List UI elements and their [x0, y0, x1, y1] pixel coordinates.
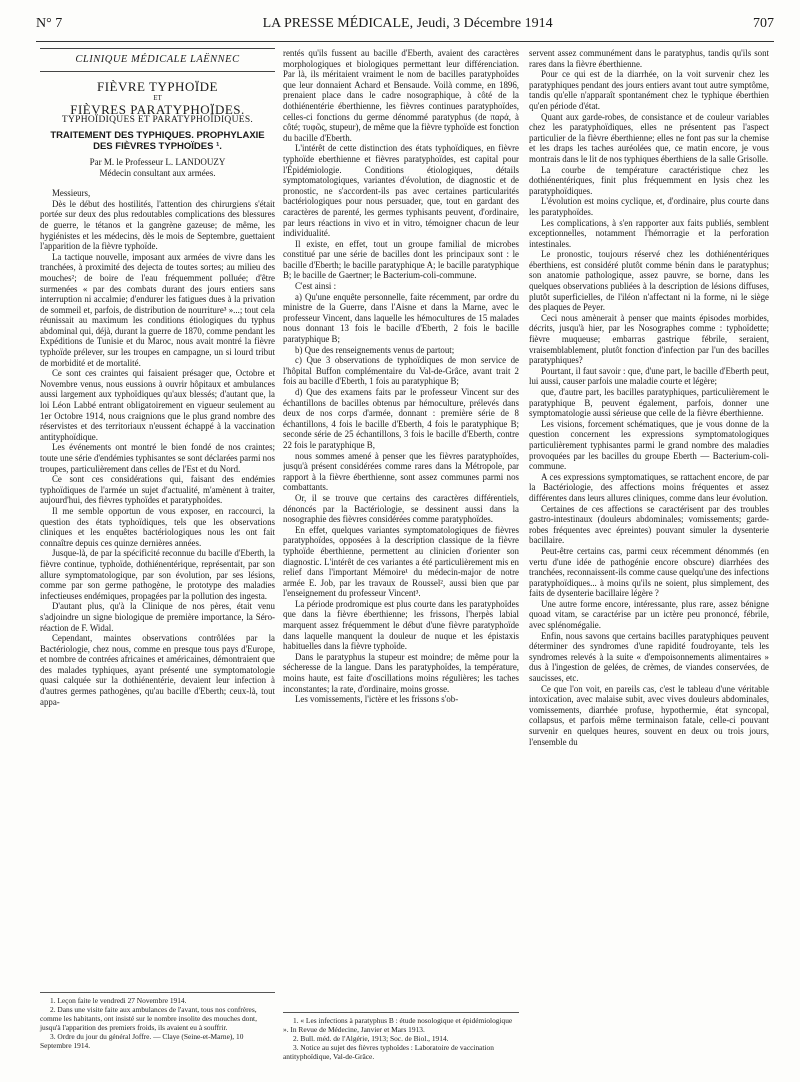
paragraph: que, d'autre part, les bacilles paratyphiques, particulièrement le paratyphique B, peuvent également, parfois, donner une symptomatologie aussi sérieuse que celle de la fièvre éberthienne.	[529, 387, 769, 419]
paragraph: En effet, quelques variantes symptomatologiques de fièvres paratyphoïdes, opposées à la description classique de la fièvre typhoïde éberthienne, permettent au clinicien d'orienter son diagnostic. L'intérêt de ces variantes a été particulièrement mis en relief dans l'important Mémoire¹ du médecin-major de notre armée E. Job, par les travaux de Roussel², aussi bien que par l'enseignement du professeur Vincent³.	[283, 524, 519, 599]
paragraph: Dès le début des hostilités, l'attention des chirurgiens s'était portée sur deux des plus redoutables complications des blessures de guerre, le tétanos et la gangrène gazeuse; de même, les hygiénistes et les médecins, dès le mois de Septembre, guettaient l'apparition de la fièvre typhoïde.	[40, 198, 275, 252]
footnote: 1. Leçon faite le vendredi 27 Novembre 1914.	[50, 996, 187, 1005]
footnotes-column-1	[40, 992, 275, 1050]
paragraph: Les complications, à s'en rapporter aux faits publiés, semblent exceptionnelles, notamment l'hémorragie et la perforation intestinales.	[529, 217, 769, 249]
title-conjunction: ET	[153, 94, 162, 103]
paragraph: Ce que l'on voit, en pareils cas, c'est le tableau d'une véritable intoxication, avec malaise subit, avec vives douleurs abdominales, vomissements, diarrhée profuse, hypothermie, état syncopal, collapsus, et parfois même terminaison fatale, celle-ci pouvant survenir en quelques heures, souvent en deux ou trois jours, l'ensemble du	[529, 683, 769, 747]
journal-title: LA PRESSE MÉDICALE, Jeudi, 3 Décembre 1914	[262, 16, 553, 31]
paragraph: Pour ce qui est de la diarrhée, on la voit survenir chez les paratyphiques pendant des jours entiers avant tout autre symptôme, tandis qu'elle n'apparaît spontanément chez le typhique éberthien qu'en période d'état.	[529, 69, 769, 111]
paragraph: La période prodromique est plus courte dans les paratyphoïdes que dans la fièvre éberthienne; les frissons, l'herpès labial marquent assez fréquemment le début d'une fièvre paratyphoïde dans laquelle manquent la douleur de nuque et les épistaxis habituelles dans la fièvre typhoïde.	[283, 598, 519, 652]
paragraph: b) Que des renseignements venus de partout;	[295, 344, 455, 355]
paragraph: Peut-être certains cas, parmi ceux récemment dénommés (en vertu d'une idée de pathogénie encore obscure) diarrhées des tranchées, reconnaissent-ils comme cause quelqu'une des infections paratyphoïdiques... à moins qu'ils ne soient, plus simplement, des faits de dysenterie bacillaire légère ?	[529, 545, 769, 599]
paragraph: Certaines de ces affections se caractérisent par des troubles gastro-intestinaux (douleurs abdominales; vomissements; garde-robes fréquentes avec épreintes) pouvant simuler la dysenterie bacillaire.	[529, 503, 769, 546]
paragraph: Quant aux garde-robes, de consistance et de couleur variables chez les paratyphoïdiques, elles ne présentent pas l'aspect particulier de la fièvre éberthienne; elles ne font pas sur la chemise et les draps les taches auréolées que, ce matin encore, je vous montrais dans le lit de nos typhiques éberthiens de la salle Grisolle.	[529, 111, 769, 164]
article-title-2: FIÈVRES PARATYPHOÏDES.	[70, 101, 245, 117]
paragraph: Les visions, forcement schématiques, que je vous donne de la question concernent les expressions symptomatologiques particulièrement typhisantes parmi le grand nombre des maladies provoquées par les bacilles du groupe Eberth — Bacterium-coli-commune.	[529, 418, 769, 472]
paragraph: rentés qu'ils fussent au bacille d'Eberth, avaient des caractères morphologiques et biologiques permettant leur différenciation. Par là, ils méritaient vraiment le nom de bacilles paratyphoïdes que leur donnaient Achard et Bensaude. Voilà comme, en 1896, prenaient place dans le cadre nosographique, à côté de la dothiénentérie éberthienne, les fièvres continues paratyphoïdes, celles-ci fonctions du germe dénommé paratyphus (de παρά, à côté; τυφῶς, stupeur), de même que la fièvre typhoïde est fonction du bacille d'Eberth.	[283, 48, 519, 143]
paragraph: Dans le paratyphus la stupeur est moindre; de même pour la sécheresse de la langue. Dans les paratyphoïdes, la température, moins haute, est faite d'oscillations moins régulières; les taches inconstantes; la rate, d'ordinaire, moins grosse.	[283, 651, 519, 694]
footnote: 3. Notice au sujet des fièvres typhoïdes : Laboratoire de vaccination antityphoïdique, Val-de-Grâce.	[283, 1043, 494, 1061]
footnotes-column-2	[283, 1012, 519, 1061]
paragraph: Jusque-là, de par la spécificité reconnue du bacille d'Eberth, la fièvre continue, typhoïde, dothiénentérique, représentait, par son allure symptomatologique, par son évolution, par ses lésions, comme par son germe pathogène, le prototype des maladies infectieuses endémiques, propagées par la pollution des ingesta.	[40, 548, 275, 601]
paragraph: La tactique nouvelle, imposant aux armées de vivre dans les tranchées, à proximité des dejecta de toutes sortes; au milieu des mouches²; de boire de l'eau fréquemment polluée; d'être surmenées « par des combats durant des jours entiers sans interruption ni accalmie; d'endurer les fatigues dues à la privation de sommeil et, parfois, de distribution de nourriture³ »...; tout cela réunissait au maximum les conditions étiologiques du typhus abdominal qui, déjà, durant la guerre de 1870, comme pendant les Expéditions de Tunisie et du Maroc, nous avait montré la fièvre typhoïde prélever, sur les troupes en campagne, un si lourd tribut de morbidité et de mortalité.	[40, 251, 275, 368]
paragraph: Cependant, maintes observations contrôlées par la Bactériologie, chez nous, comme en presque tous pays d'Europe, et nombre de contrées africaines et américaines, démontraient que des malades typhiques, ayant présenté une symptomatologie quasi calquée sur la dothiénentérie, devaient leur infection à d'autres germes pathogènes, qu'au bacille d'Eberth; ceux-là, tout appa-	[40, 633, 275, 707]
salutation: Messieurs,	[52, 188, 91, 199]
paragraph: d) Que des examens faits par le professeur Vincent sur des échantillons de bacilles obtenus par hémoculture, prélevés dans deux de nos corps d'armée, donnant : première série de 8 échantillons, 4 fois le bacille d'Eberth, 4 fois le paratyphique B; seconde série de 25 échantillons, 3 fois le bacille d'Eberth, contre 22 fois le paratyphique B,	[283, 387, 519, 450]
paragraph: Enfin, nous savons que certains bacilles paratyphiques peuvent déterminer des syndromes d'une rapidité foudroyante, tels les syndromes relevés à la suite « d'empoisonnements alimentaires » dus à l'ingestion de gelées, de crèmes, de viandes conservées, de saucisses, etc.	[529, 630, 769, 684]
paragraph: Ceci nous amènerait à penser que maints épisodes morbides, décrits, jusqu'à hier, par les Nosographes comme : typhoïdette; fièvre muqueuse; embarras gastrique fébrile, seraient, vraisemblablement, plutôt fonction d'infection par l'un des bacilles paratyphiques?	[529, 312, 769, 366]
paragraph: Une autre forme encore, intéressante, plus rare, assez bénigne quoad vitam, se caractérise par un ictère peu prononcé, fébrile, avec splénomégalie.	[529, 598, 769, 631]
page-header	[36, 16, 774, 42]
author-line: Par M. le Professeur L. LANDOUZY	[89, 156, 226, 167]
article-subtitle-2: TRAITEMENT DES TYPHIQUES. PROPHYLAXIE DES FIÈVRES TYPHOÏDES ¹.	[50, 129, 265, 152]
paragraph: Les événements ont montré le bien fondé de nos craintes; toute une série d'endémies typhisantes se sont déclarées parmi nos troupes, particulièrement dans celles de l'Est et du Nord.	[40, 442, 275, 474]
paragraph: Il me semble opportun de vous exposer, en raccourci, la question des états typhoïdiques, tels que les observations cliniques et les enquêtes bactériologiques nous les ont fait connaître depuis ces quinze dernières années.	[40, 505, 275, 548]
paragraph: nous sommes amené à penser que les fièvres paratyphoïdes, jusqu'à présent considérées comme rares dans la Métropole, par rapport à la fièvre éberthienne, sont assez communes parmi nos combattants.	[283, 450, 519, 493]
paragraph: Ce sont ces considérations qui, faisant des endémies typhoïdiques de l'armée un sujet d'actualité, m'amènent à traiter, aujourd'hui, des fièvres typhoïdes et paratyphoïdes.	[40, 474, 275, 506]
paragraph: c) Que 3 observations de typhoïdiques de mon service de l'hôpital Buffon complémentaire du Val-de-Grâce, avant trait 2 fois au bacille d'Eberth, 1 fois au paratyphique B;	[283, 355, 519, 387]
article-subtitle: TYPHOÏDIQUES ET PARATYPHOÏDIQUES.	[61, 115, 254, 126]
paragraph: servent assez communément dans le paratyphus, tandis qu'ils sont rares dans la fièvre éberthienne.	[529, 48, 769, 69]
column-3	[529, 48, 769, 1038]
paragraph: C'est ainsi :	[295, 281, 337, 292]
column-1	[40, 48, 275, 1038]
paragraph: Or, il se trouve que certains des caractères différentiels, dénoncés par la Bactériologie, se dessinent aussi dans la nosographie des fièvres considérées comme paratyphoïdes.	[283, 492, 519, 525]
page-number: 707	[753, 16, 774, 31]
paragraph: Le pronostic, toujours réservé chez les dothiénentériques éberthiens, est considéré plutôt comme bénin dans le paratyphus; son anatomie pathologique, assez pauvre, se borne, dans les quelques observations publiées à la description de lésions diffuses, plutôt superficielles, de l'iléon n'affectant ni la forme, ni le siège des plaques de Peyer.	[529, 249, 769, 313]
footnote: 2. Dans une visite faite aux ambulances de l'avant, tous nos confrères, comme les habitants, ont insisté sur le nombre insolite des mouches dont, jusqu'à l'apparition des premiers froids, ils avaient eu à souffrir.	[40, 1005, 257, 1032]
paragraph: L'évolution est moins cyclique, et, d'ordinaire, plus courte dans les paratyphoïdes.	[529, 196, 769, 217]
column-2	[283, 48, 519, 1038]
section-rubric: CLINIQUE MÉDICALE LAËNNEC	[40, 48, 275, 72]
author-role: Médecin consultant aux armées.	[99, 167, 216, 178]
paragraph: Il existe, en effet, tout un groupe familial de microbes constitué par une série de bacilles dont les principaux sont : le bacille d'Eberth; le bacille paratyphique A; le bacille paratyphique B; le bacille de Gaertner; le Bacterium-coli-commune.	[283, 238, 519, 281]
article-title: FIÈVRE TYPHOÏDE	[96, 78, 218, 94]
footnote: 3. Ordre du jour du général Joffre. — Claye (Seine-et-Marne), 10 Septembre 1914.	[40, 1032, 244, 1050]
issue-number: N° 7	[36, 16, 63, 31]
paragraph: Pourtant, il faut savoir : que, d'une part, le bacille d'Eberth peut, lui aussi, causer parfois une maladie courte et légère;	[529, 365, 769, 387]
footnote: 1. « Les infections à paratyphus B : étude nosologique et épidémiologique ». In Revue de Médecine, Janvier et Mars 1913.	[283, 1016, 513, 1034]
paragraph: a) Qu'une enquête personnelle, faite récemment, par ordre du ministre de la Guerre, dans l'Aisne et dans la Marne, avec le professeur Vincent, dans laquelle les hémocultures de 15 malades nous donnant 13 fois le bacille d'Eberth, 2 fois le bacille paratyphique B;	[283, 291, 519, 345]
paragraph: La courbe de température caractéristique chez les dothiénentériques, finit plus fréquemment en lysis chez les paratyphoïdiques.	[529, 164, 769, 196]
paragraph: Les vomissements, l'ictère et les frissons s'ob-	[295, 694, 459, 705]
footnote: 2. Bull. méd. de l'Algérie, 1913; Soc. de Biol., 1914.	[293, 1034, 449, 1043]
paragraph: L'intérêt de cette distinction des états typhoïdiques, en fièvre typhoïde eberthienne et fièvres paratyphoïdes, est capital pour l'Épidémiologie. Conditions étiologiques, détails symptomatologiques, variantes d'évolution, de diagnostic et de pronostic, ne s'accordent-ils pas avec certaines particularités bactériologiques pour nous persuader, que, tout en gardant des caractères de parenté, les germes typhisants peuvent, d'ordinaire, par leurs réactions in vivo et in vitro, témoigner chacun de leur individualité.	[283, 143, 519, 239]
paragraph: A ces expressions symptomatiques, se rattachent encore, de par la Bactériologie, des affections moins fréquentes et assez différentes dans leurs allures cliniques, comme dans leur évolution.	[529, 471, 769, 503]
paragraph: D'autant plus, qu'à la Clinique de nos pères, était venu s'adjoindre un signe biologique de première importance, la Séro-réaction de F. Widal.	[40, 601, 275, 633]
paragraph: Ce sont ces craintes qui faisaient présager que, Octobre et Novembre venus, nous eussions à ouvrir hôpitaux et ambulances aussi largement aux typhoïdiques qu'aux blessés; d'autant que, la loi Léon Labbé entrant obligatoirement en vigueur seulement au 1er Octobre 1914, nous craignions que le plus grand nombre des réservistes et des territoriaux n'eussent échappé à la vaccination antityphoïdique.	[40, 368, 275, 442]
